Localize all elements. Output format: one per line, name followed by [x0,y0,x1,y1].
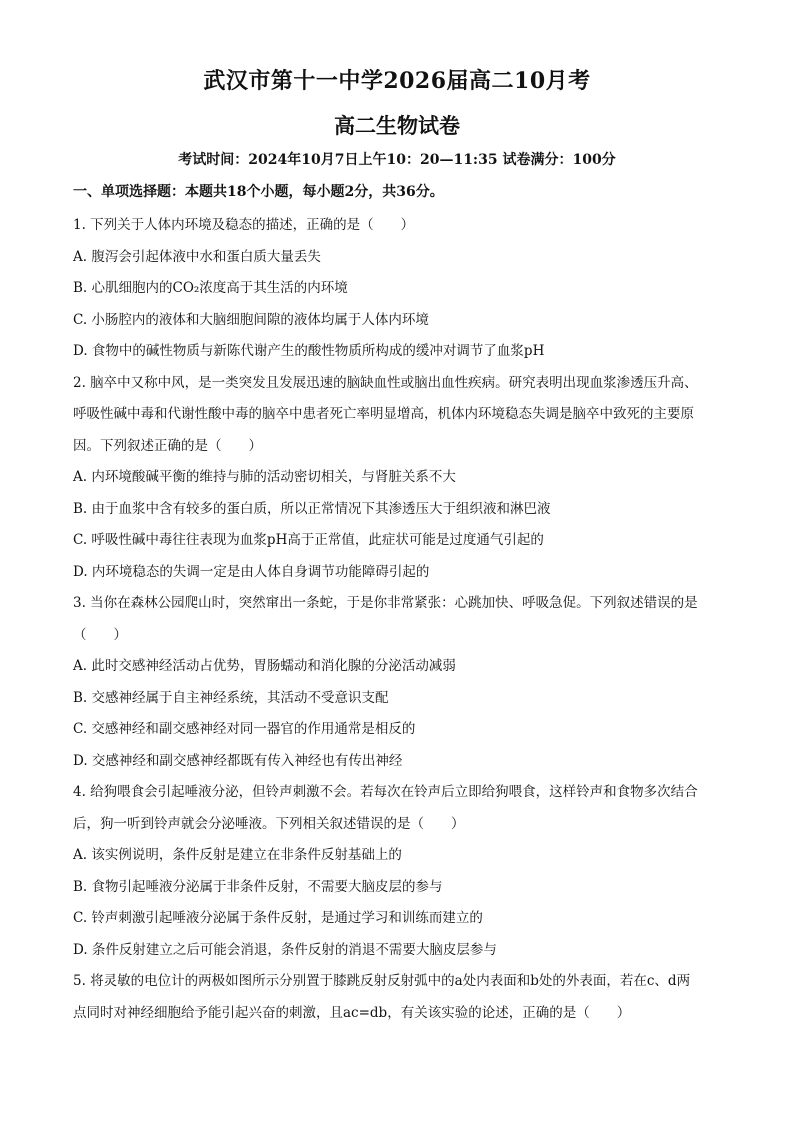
question-1 [73,210,723,368]
option-d: D. 条件反射建立之后可能会消退，条件反射的消退不需要大脑皮层参与 [73,941,497,958]
question-5 [73,966,723,1029]
option-d: D. 交感神经和副交感神经都既有传入神经也有传出神经 [73,752,403,769]
option-b: B. 交感神经属于自主神经系统，其活动不受意识支配 [73,689,389,706]
option-d: D. 食物中的碱性物质与新陈代谢产生的酸性物质所构成的缓冲对调节了血浆pH [73,343,545,359]
option-c: C. 呼吸性碱中毒往往表现为血浆pH高于正常值，此症状可能是过度通气引起的 [73,532,544,548]
question-2 [73,368,723,589]
question-stem-line: 3. 当你在森林公园爬山时，突然窜出一条蛇，于是你非常紧张：心跳加快、呼吸急促。下列叙述错误的是 [73,595,698,611]
option-b: B. 食物引起唾液分泌属于非条件反射，不需要大脑皮层的参与 [73,878,443,895]
subject-title: 高二生物试卷 [334,113,460,138]
question-4 [73,777,723,966]
question-list [73,210,723,1029]
school-title: 武汉市第十一中学2026届高二10月考 [203,68,591,94]
question-stem-line: 呼吸性碱中毒和代谢性酸中毒的脑卒中患者死亡率明显增高，机体内环境稳态失调是脑卒中致死的主要原 [73,406,694,422]
question-3 [73,588,723,777]
question-stem-line: 后，狗一听到铃声就会分泌唾液。下列相关叙述错误的是（ ） [73,815,465,832]
option-c: C. 交感神经和副交感神经对同一器官的作用通常是相反的 [73,721,416,737]
question-stem-line: 点同时对神经细胞给予能引起兴奋的刺激，且ac=db，有关该实验的论述，正确的是（ ） [73,1004,631,1021]
option-d: D. 内环境稳态的失调一定是由人体自身调节功能障碍引起的 [73,563,430,580]
section-heading: 一、单项选择题：本题共18个小题，每小题2分，共36分。 [73,184,444,200]
option-a: A. 此时交感神经活动占优势，胃肠蠕动和消化腺的分泌活动减弱 [73,658,456,674]
question-stem-line: （ ） [73,626,127,643]
question-stem-line: 5. 将灵敏的电位计的两极如图所示分别置于膝跳反射反射弧中的a处内表面和b处的外表面，若在c、d两 [73,973,691,989]
option-c: C. 铃声刺激引起唾液分泌属于条件反射，是通过学习和训练而建立的 [73,910,483,926]
question-stem-line: 2. 脑卒中又称中风，是一类突发且发展迅速的脑缺血性或脑出血性疾病。研究表明出现血浆渗透压升高、 [73,374,698,391]
option-b: B. 心肌细胞内的CO₂浓度高于其生活的内环境 [73,280,348,296]
question-stem-line: 1. 下列关于人体内环境及稳态的描述，正确的是（ ） [73,217,415,233]
question-stem-line: 4. 给狗喂食会引起唾液分泌，但铃声刺激不会。若每次在铃声后立即给狗喂食，这样铃声和食物多次结合 [73,784,698,800]
exam-info: 考试时间：2024年10月7日上午10：20—11:35 试卷满分：100分 [178,152,616,168]
option-c: C. 小肠腔内的液体和大脑细胞间隙的液体均属于人体内环境 [73,311,429,328]
option-a: A. 内环境酸碱平衡的维持与肺的活动密切相关，与肾脏关系不大 [73,469,456,485]
option-b: B. 由于血浆中含有较多的蛋白质，所以正常情况下其渗透压大于组织液和淋巴液 [73,500,551,517]
option-a: A. 该实例说明，条件反射是建立在非条件反射基础上的 [73,847,402,863]
question-stem-line: 因。下列叙述正确的是（ ） [73,437,262,454]
option-a: A. 腹泻会引起体液中水和蛋白质大量丢失 [73,248,321,265]
